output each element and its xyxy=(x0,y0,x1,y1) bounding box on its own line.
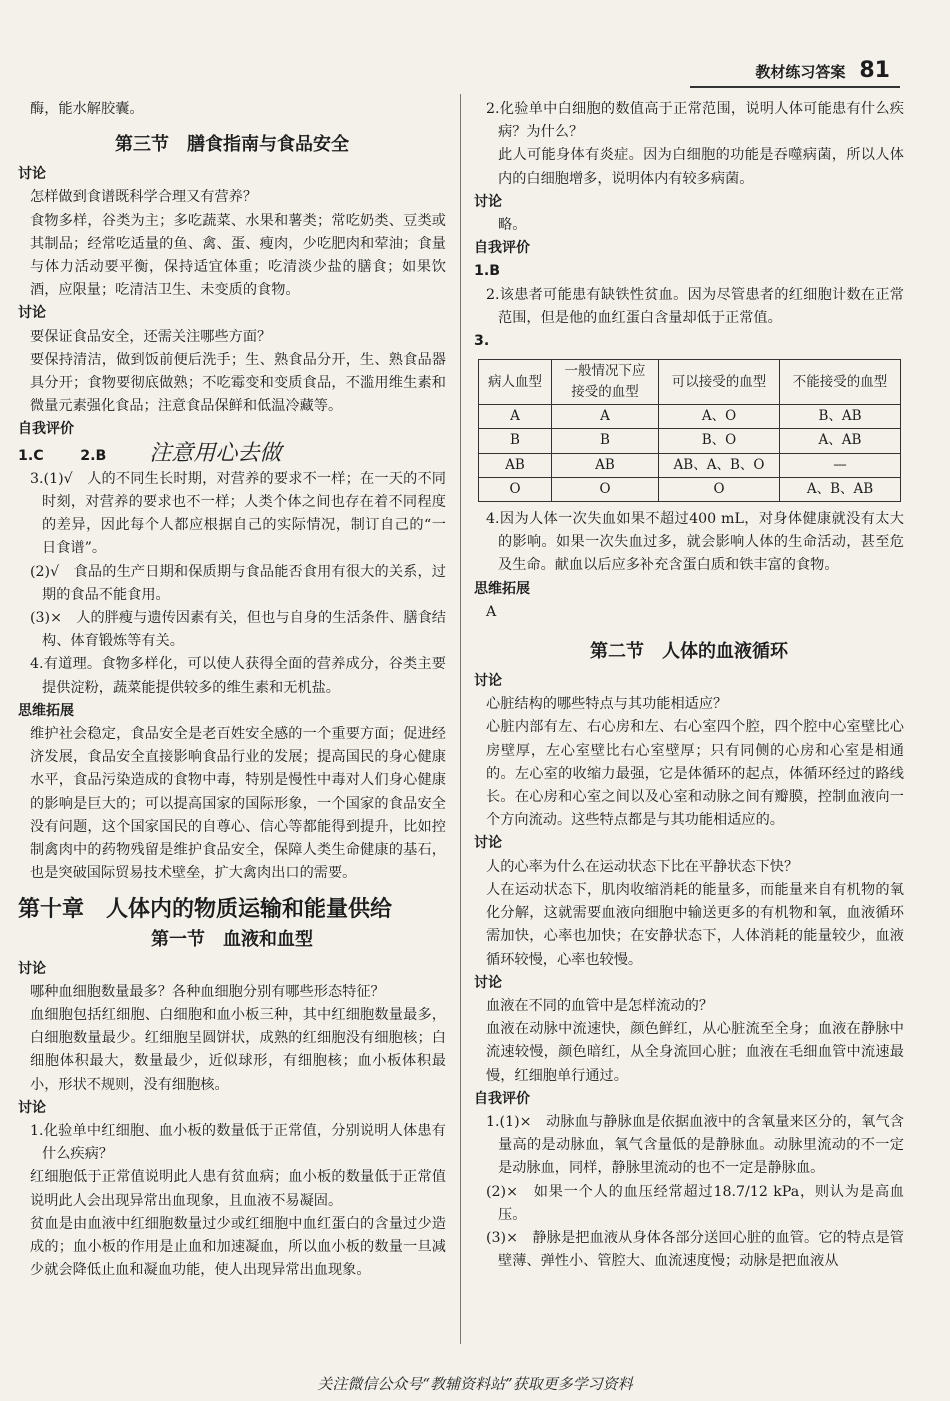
left-column xyxy=(18,98,446,1282)
answer-3-2: (2)√ 食品的生产日期和保质期与食品能否食用有很大的关系，过期的食品不能食用。 xyxy=(30,563,446,603)
self-evaluation-label: 自我评价 xyxy=(474,240,530,257)
discussion-label: 讨论 xyxy=(474,974,502,991)
page-number: 81 xyxy=(859,58,890,83)
discussion-answer: 要保持清洁，做到饭前便后洗手；生、熟食品分开，生、熟食品器具分开；食物要彻底做熟；不吃霉变和变质食品，不滥用维生素和微量元素强化食品；注意食品保鲜和低温冷藏等。 xyxy=(30,351,446,415)
chapter-title: 第十章 人体内的物质运输和能量供给 xyxy=(18,896,393,922)
right-column xyxy=(474,98,904,1273)
answer-3-1: 3.(1)√ 人的不同生长时期，对营养的要求不一样；在一天的不同时刻，对营养的要求也不一样；人类个体之间也存在着不同程度的差异，因此每个人都应根据自己的实际情况，制订自己的“一日食谱”。 xyxy=(30,470,446,557)
discussion-question: 心脏结构的哪些特点与其功能相适应？ xyxy=(486,696,728,713)
discussion-answer: 贫血是由血液中红细胞数量过少或红细胞中血红蛋白的含量过少造成的；血小板的作用是止血和加速凝血，所以血小板的数量一旦减少就会降低止血和凝血功能，使人出现异常出血现象。 xyxy=(30,1215,446,1279)
answer-row xyxy=(18,442,446,468)
table-cell: A xyxy=(552,405,659,429)
answer-4: 4.有道理。食物多样化，可以使人获得全面的营养成分，谷类主要提供淀粉，蔬菜能提供较多的维生素和无机盐。 xyxy=(30,656,446,696)
table-row xyxy=(479,477,901,501)
discussion-question: 怎样做到食谱既科学合理又有营养？ xyxy=(30,189,258,206)
header-title: 教材练习答案 xyxy=(755,63,846,81)
table-cell: A、O xyxy=(659,405,780,429)
discussion-label: 讨论 xyxy=(474,835,502,852)
table-header-cell: 病人血型 xyxy=(479,360,552,405)
answer-3: 3. xyxy=(474,333,490,350)
discussion-question: 哪种血细胞数量最多？各种血细胞分别有哪些形态特征？ xyxy=(30,983,385,1000)
blood-type-table xyxy=(478,359,901,502)
answer-2: 2.B xyxy=(80,447,107,464)
discussion-label: 讨论 xyxy=(18,1099,46,1116)
thinking-label: 思维拓展 xyxy=(18,702,74,719)
section3-title: 第三节 膳食指南与食品安全 xyxy=(115,134,349,156)
self-evaluation-label: 自我评价 xyxy=(474,1090,530,1107)
section1-title: 第一节 血液和血型 xyxy=(151,928,313,950)
thinking-answer: 维护社会稳定，食品安全是老百姓安全感的一个重要方面；促进经济发展，食品安全直接影响食品行业的发展；提高国民的身心健康水平，食品污染造成的食物中毒，特别是慢性中毒对人们身心健康的影响是巨大的；可以提高国家的国际形象，一个国家的食品安全没有问题，这个国家国民的自尊心、信心等都能得到提升，比如控制禽肉中的药物残留是维护食品安全，保障人类生命健康的基石，也是突破国际贸易技术壁垒，扩大禽肉出口的需要。 xyxy=(30,726,446,882)
discussion-question: 1.化验单中红细胞、血小板的数量低于正常值，分别说明人体患有什么疾病？ xyxy=(30,1122,446,1163)
discussion-label: 讨论 xyxy=(18,166,46,183)
table-cell: AB、A、B、O xyxy=(659,453,780,477)
discussion-answer: 血液在动脉中流速快，颜色鲜红，从心脏流至全身；血液在静脉中流速较慢，颜色暗红，从全身流回心脏；血液在毛细血管中流速最慢，红细胞单行通过。 xyxy=(486,1021,904,1084)
table-cell: A、B、AB xyxy=(780,477,901,501)
header-rule xyxy=(690,86,900,88)
answer-2: 此人可能身体有炎症。因为白细胞的功能是吞噬病菌，所以人体内的白细胞增多，说明体内有较多病菌。 xyxy=(498,147,904,187)
discussion-answer: 红细胞低于正常值说明此人患有贫血病；血小板的数量低于正常值说明此人会出现异常出血现象，且血液不易凝固。 xyxy=(30,1169,446,1209)
answer-2: 2.该患者可能患有缺铁性贫血。因为尽管患者的红细胞计数在正常范围，但是他的血红蛋白含量却低于正常值。 xyxy=(486,286,904,326)
table-header-cell: 可以接受的血型 xyxy=(659,360,780,405)
discussion-question: 要保证食品安全，还需关注哪些方面？ xyxy=(30,328,272,345)
table-cell: AB xyxy=(552,453,659,477)
table-cell: O xyxy=(479,477,552,501)
table-row xyxy=(479,429,901,453)
discussion-label: 讨论 xyxy=(18,305,46,322)
discussion-answer: 人在运动状态下，肌肉收缩消耗的能量多，而能量来自有机物的氧化分解，这就需要血液向细胞中输送更多的有机物和氧，血液循环需加快，心率也加快；在安静状态下，人体消耗的能量较少，血液循环较慢，心率也较慢。 xyxy=(486,881,904,968)
discussion-answer: 血细胞包括红细胞、白细胞和血小板三种，其中红细胞数量最多，白细胞数量最少。红细胞呈圆饼状，成熟的红细胞没有细胞核；白细胞体积最大，数量最少，近似球形，有细胞核；血小板体积最小，形状不规则，没有细胞核。 xyxy=(30,1006,446,1093)
discussion-question: 血液在不同的血管中是怎样流动的？ xyxy=(486,997,714,1014)
self-evaluation-label: 自我评价 xyxy=(18,421,74,438)
answer-1: 1.C xyxy=(18,447,44,464)
question-2: 2.化验单中白细胞的数值高于正常范围，说明人体可能患有什么疾病？为什么？ xyxy=(486,101,904,141)
answer-3-3: (3)× 人的胖瘦与遗传因素有关，但也与自身的生活条件、膳食结构、体育锻炼等有关。 xyxy=(30,610,446,650)
footer-note: 关注微信公众号“教辅资料站”获取更多学习资料 xyxy=(317,1375,633,1393)
discussion-answer: 食物多样，谷类为主；多吃蔬菜、水果和薯类；常吃奶类、豆类或其制品；经常吃适量的鱼、禽、蛋、瘦肉，少吃肥肉和荤油；食量与体力活动要平衡，保持适宜体重；吃清淡少盐的膳食；如果饮酒，应限量；吃清洁卫生、未变质的食物。 xyxy=(30,212,446,299)
section2-title: 第二节 人体的血液循环 xyxy=(590,641,788,663)
discussion-label: 讨论 xyxy=(18,960,46,977)
self-answer-3: (3)× 静脉是把血液从身体各部分送回心脏的血管。它的特点是管壁薄、弹性小、管腔大、血流速度慢；动脉是把血液从 xyxy=(486,1229,904,1270)
table-cell: — xyxy=(780,453,901,477)
intro-text: 酶，能水解胶囊。 xyxy=(30,101,144,117)
page-header xyxy=(755,58,890,83)
table-row xyxy=(479,453,901,477)
table-header-cell: 一般情况下应接受的血型 xyxy=(552,360,659,405)
self-answer-2: (2)× 如果一个人的血压经常超过18.7/12 kPa，则认为是高血压。 xyxy=(486,1183,904,1223)
handwritten-note: 注意用心去做 xyxy=(147,440,287,466)
self-answer-1: 1.(1)× 动脉血与静脉血是依据血液中的含氧量来区分的，氧气含量高的是动脉血，氧气含量低的是静脉血。动脉里流动的不一定是动脉血，同样，静脉里流动的也不一定是静脉血。 xyxy=(486,1113,904,1177)
table-cell: B xyxy=(552,429,659,453)
column-divider xyxy=(460,94,461,1344)
table-cell: B xyxy=(479,429,552,453)
discussion-question: 人的心率为什么在运动状态下比在平静状态下快？ xyxy=(486,858,799,875)
table-cell: B、O xyxy=(659,429,780,453)
discussion-label: 讨论 xyxy=(474,673,502,690)
table-cell: B、AB xyxy=(780,405,901,429)
table-cell: O xyxy=(659,477,780,501)
thinking-label: 思维拓展 xyxy=(474,580,530,597)
answer-4: 4.因为人体一次失血如果不超过400 mL，对身体健康就没有太大的影响。如果一次失血过多，就会影响人体的生命活动，甚至危及生命。献血以后应多补充含蛋白质和铁丰富的食物。 xyxy=(486,511,904,574)
table-header-cell: 不能接受的血型 xyxy=(780,360,901,405)
thinking-answer: A xyxy=(486,603,497,620)
discussion-answer: 心脏内部有左、右心房和左、右心室四个腔，四个腔中心室壁比心房壁厚，左心室壁比右心室壁厚；只有同侧的心房和心室是相通的。左心室的收缩力最强，它是体循环的起点，体循环经过的路线长。在心房和心室之间以及心室和动脉之间有瓣膜，控制血液向一个方向流动。这些特点都是与其功能相适应的。 xyxy=(486,719,904,829)
table-row xyxy=(479,405,901,429)
table-cell: AB xyxy=(479,453,552,477)
table-cell: A xyxy=(479,405,552,429)
answer-1: 1.B xyxy=(474,263,501,280)
table-cell: A、AB xyxy=(780,429,901,453)
table-header-row xyxy=(479,360,901,405)
discussion-label: 讨论 xyxy=(474,193,502,210)
table-cell: O xyxy=(552,477,659,501)
discussion-answer: 略。 xyxy=(498,217,527,234)
